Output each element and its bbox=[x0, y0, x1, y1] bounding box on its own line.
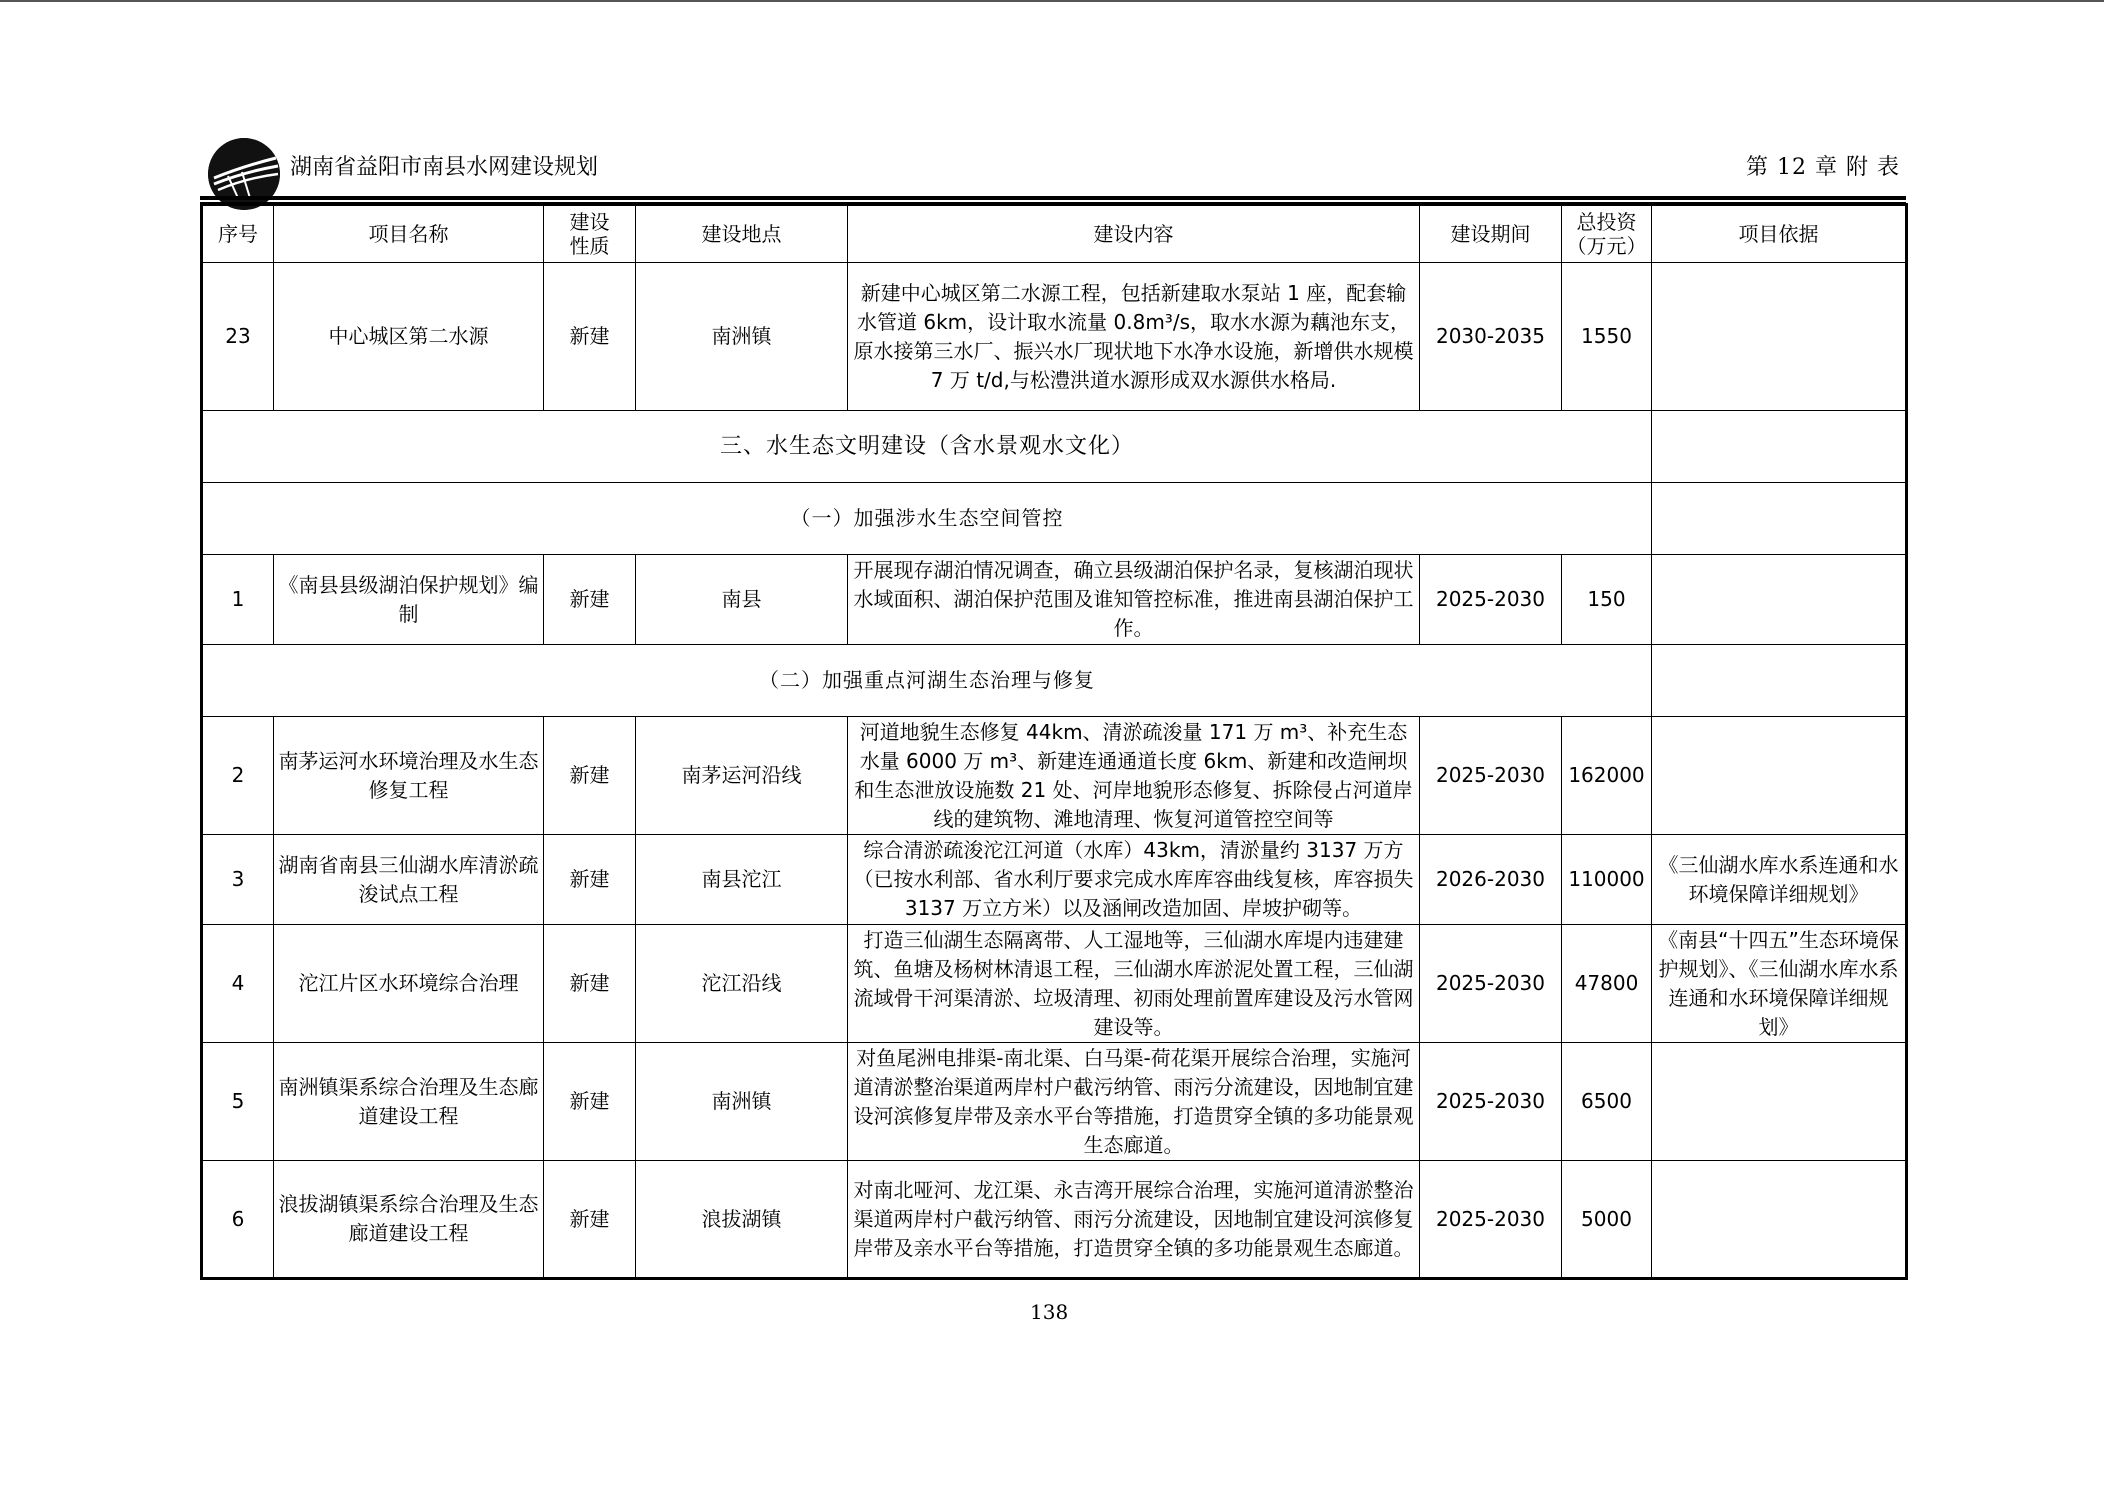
row-location: 南洲镇 bbox=[636, 1043, 848, 1161]
header-no: 序号 bbox=[202, 205, 274, 263]
row-name: 中心城区第二水源 bbox=[274, 263, 544, 411]
row-period: 2025-2030 bbox=[1420, 1043, 1562, 1161]
header-period: 建设期间 bbox=[1420, 205, 1562, 263]
row-no: 23 bbox=[202, 263, 274, 411]
header-content: 建设内容 bbox=[848, 205, 1420, 263]
row-period: 2025-2030 bbox=[1420, 1161, 1562, 1279]
row-basis bbox=[1652, 717, 1907, 835]
row-no: 6 bbox=[202, 1161, 274, 1279]
subsection-title: （一）加强涉水生态空间管控 bbox=[202, 483, 1652, 555]
row-type: 新建 bbox=[544, 835, 636, 925]
subsection-title: （二）加强重点河湖生态治理与修复 bbox=[202, 645, 1652, 717]
section-basis-empty bbox=[1652, 411, 1907, 483]
row-no: 1 bbox=[202, 555, 274, 645]
row-period: 2025-2030 bbox=[1420, 925, 1562, 1043]
row-period: 2025-2030 bbox=[1420, 555, 1562, 645]
row-basis bbox=[1652, 1161, 1907, 1279]
section-title: 三、水生态文明建设（含水景观水文化） bbox=[202, 411, 1652, 483]
row-name: 沱江片区水环境综合治理 bbox=[274, 925, 544, 1043]
header-basis: 项目依据 bbox=[1652, 205, 1907, 263]
row-investment: 1550 bbox=[1562, 263, 1652, 411]
row-basis: 《三仙湖水库水系连通和水环境保障详细规划》 bbox=[1652, 835, 1907, 925]
row-content: 综合清淤疏浚沱江河道（水库）43km，清淤量约 3137 万方（已按水利部、省水利厅要求完成水库库容曲线复核，库容损失 3137 万立方米）以及涵闸改造加固、岸坡护砌等。 bbox=[848, 835, 1420, 925]
table-row bbox=[202, 555, 1907, 645]
subsection-basis-empty bbox=[1652, 483, 1907, 555]
row-basis: 《南县“十四五”生态环境保护规划》、《三仙湖水库水系连通和水环境保障详细规划》 bbox=[1652, 925, 1907, 1043]
header-type: 建设 性质 bbox=[544, 205, 636, 263]
table-row bbox=[202, 263, 1907, 411]
row-type: 新建 bbox=[544, 1161, 636, 1279]
row-no: 4 bbox=[202, 925, 274, 1043]
row-location: 浪拔湖镇 bbox=[636, 1161, 848, 1279]
row-type: 新建 bbox=[544, 263, 636, 411]
row-period: 2026-2030 bbox=[1420, 835, 1562, 925]
subsection-row bbox=[202, 483, 1907, 555]
row-period: 2030-2035 bbox=[1420, 263, 1562, 411]
page-top-border bbox=[0, 0, 2104, 2]
row-name: 湖南省南县三仙湖水库清淤疏浚试点工程 bbox=[274, 835, 544, 925]
row-type: 新建 bbox=[544, 925, 636, 1043]
project-table bbox=[200, 203, 1908, 1280]
row-investment: 110000 bbox=[1562, 835, 1652, 925]
row-content: 开展现存湖泊情况调查，确立县级湖泊保护名录，复核湖泊现状水域面积、湖泊保护范围及谁知管控标准，推进南县湖泊保护工作。 bbox=[848, 555, 1420, 645]
table-row bbox=[202, 717, 1907, 835]
row-period: 2025-2030 bbox=[1420, 717, 1562, 835]
chapter-label: 第 12 章 附 表 bbox=[1746, 155, 1900, 180]
row-location: 南洲镇 bbox=[636, 263, 848, 411]
row-investment: 47800 bbox=[1562, 925, 1652, 1043]
header-name: 项目名称 bbox=[274, 205, 544, 263]
row-content: 河道地貌生态修复 44km、清淤疏浚量 171 万 m³、补充生态水量 6000 万 m³、新建连通通道长度 6km、新建和改造闸坝和生态泄放设施数 21 处、河岸地貌形态修复、拆除侵占河道岸线的建筑物、滩地清理、恢复河道管控空间等 bbox=[848, 717, 1420, 835]
row-content: 打造三仙湖生态隔离带、人工湿地等，三仙湖水库堤内违建建筑、鱼塘及杨树林清退工程，三仙湖水库淤泥处置工程，三仙湖流域骨干河渠清淤、垃圾清理、初雨处理前置库建设及污水管网建设等。 bbox=[848, 925, 1420, 1043]
header-location: 建设地点 bbox=[636, 205, 848, 263]
subsection-basis-empty bbox=[1652, 645, 1907, 717]
table-row bbox=[202, 1161, 1907, 1279]
row-content: 新建中心城区第二水源工程，包括新建取水泵站 1 座，配套输水管道 6km，设计取水流量 0.8m³/s，取水水源为藕池东支，原水接第三水厂、振兴水厂现状地下水净水设施，新增供水规模 7 万 t/d,与松澧洪道水源形成双水源供水格局. bbox=[848, 263, 1420, 411]
table-row bbox=[202, 835, 1907, 925]
table-row bbox=[202, 1043, 1907, 1161]
row-location: 南县 bbox=[636, 555, 848, 645]
row-name: 南洲镇渠系综合治理及生态廊道建设工程 bbox=[274, 1043, 544, 1161]
row-name: 南茅运河水环境治理及水生态修复工程 bbox=[274, 717, 544, 835]
header-investment: 总投资 （万元） bbox=[1562, 205, 1652, 263]
document-title: 湖南省益阳市南县水网建设规划 bbox=[290, 155, 599, 180]
row-type: 新建 bbox=[544, 717, 636, 835]
row-type: 新建 bbox=[544, 1043, 636, 1161]
row-content: 对鱼尾洲电排渠-南北渠、白马渠-荷花渠开展综合治理，实施河道清淤整治渠道两岸村户截污纳管、雨污分流建设，因地制宜建设河滨修复岸带及亲水平台等措施，打造贯穿全镇的多功能景观生态廊道。 bbox=[848, 1043, 1420, 1161]
row-type: 新建 bbox=[544, 555, 636, 645]
row-basis bbox=[1652, 1043, 1907, 1161]
row-name: 浪拔湖镇渠系综合治理及生态廊道建设工程 bbox=[274, 1161, 544, 1279]
row-location: 南茅运河沿线 bbox=[636, 717, 848, 835]
row-investment: 162000 bbox=[1562, 717, 1652, 835]
row-no: 3 bbox=[202, 835, 274, 925]
row-basis bbox=[1652, 555, 1907, 645]
row-investment: 6500 bbox=[1562, 1043, 1652, 1161]
row-location: 南县沱江 bbox=[636, 835, 848, 925]
row-investment: 150 bbox=[1562, 555, 1652, 645]
row-basis bbox=[1652, 263, 1907, 411]
page-number: 138 bbox=[1030, 1300, 1069, 1324]
subsection-row bbox=[202, 645, 1907, 717]
table-header-row bbox=[202, 205, 1907, 263]
row-no: 5 bbox=[202, 1043, 274, 1161]
row-no: 2 bbox=[202, 717, 274, 835]
row-investment: 5000 bbox=[1562, 1161, 1652, 1279]
table-row bbox=[202, 925, 1907, 1043]
row-content: 对南北哑河、龙江渠、永吉湾开展综合治理，实施河道清淤整治渠道两岸村户截污纳管、雨污分流建设，因地制宜建设河滨修复岸带及亲水平台等措施，打造贯穿全镇的多功能景观生态廊道。 bbox=[848, 1161, 1420, 1279]
row-location: 沱江沿线 bbox=[636, 925, 848, 1043]
header-rule bbox=[200, 196, 1906, 200]
section-row bbox=[202, 411, 1907, 483]
row-name: 《南县县级湖泊保护规划》编制 bbox=[274, 555, 544, 645]
